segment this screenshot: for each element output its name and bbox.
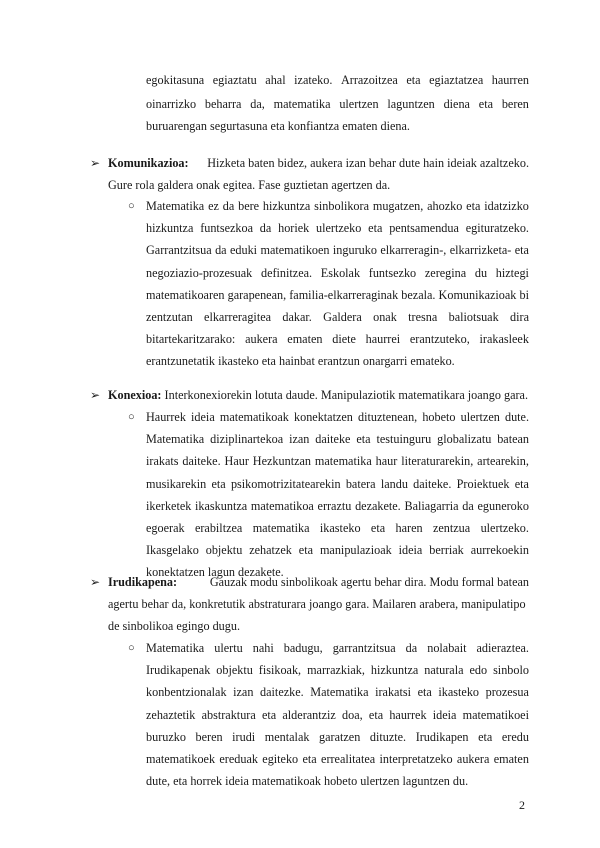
word: ulertzeko. — [480, 521, 529, 535]
word: testuinguru — [376, 432, 432, 447]
word: haur — [375, 454, 398, 469]
word: Matematika — [310, 685, 369, 700]
paragraph-line — [146, 684, 529, 700]
word: ikaskuntza — [195, 498, 248, 513]
word: erantzuteko, — [409, 332, 470, 347]
word: daiteke. — [182, 454, 221, 469]
arrow-bullet-icon: ➢ — [90, 156, 101, 170]
word: marrazkiak, — [307, 663, 365, 678]
word: bitartekaritzarako: — [146, 332, 236, 347]
word: daitezke. — [260, 685, 304, 700]
word: izan — [233, 685, 254, 700]
word: matematikoen — [260, 243, 330, 258]
word: musikarekin — [146, 476, 207, 491]
word: garrantzitsua — [332, 641, 396, 655]
word: diete — [332, 332, 356, 347]
word: ideia — [191, 410, 215, 424]
irudikapena-line-3: de sinbolikoa egingo dugu. — [108, 619, 241, 633]
word: adieraztea. — [476, 641, 529, 655]
paragraph-line — [146, 242, 529, 258]
word: erraztu — [317, 498, 352, 513]
word: Proiektuek — [456, 476, 510, 491]
paragraph-line — [146, 640, 529, 656]
word: du — [474, 265, 488, 280]
word: mentalak — [264, 729, 310, 744]
word: ikerketek — [146, 498, 192, 513]
word: Komunikazioak — [438, 287, 517, 302]
paragraph-line — [146, 707, 529, 723]
word: landu — [380, 476, 408, 491]
word: izateko. — [294, 73, 333, 87]
word: Arrazoitzea — [340, 73, 398, 87]
paragraph-line — [146, 309, 529, 325]
word: eta — [370, 521, 386, 535]
paragraph-line — [146, 662, 529, 678]
paragraph-line — [146, 520, 529, 536]
word: eredu — [501, 729, 529, 744]
word: dituztenean, — [358, 410, 418, 424]
word: globalizatu — [437, 432, 492, 447]
word: dezakete. — [355, 498, 401, 513]
paragraph-line: dute, eta horrek ideia matematikoak hobeto ulertzen laguntzen du. — [146, 774, 469, 789]
word: definitzea. — [260, 265, 313, 280]
word: eta — [478, 97, 494, 111]
word: matematika — [273, 97, 331, 111]
word: beharra — [204, 97, 242, 111]
word: Ikasgelako — [146, 543, 199, 558]
word: familia-elkarreraginak — [289, 287, 399, 302]
word: erabiltzea — [194, 521, 243, 535]
word: bi — [519, 287, 529, 302]
word: Matematika — [146, 199, 205, 213]
word: da — [259, 221, 272, 236]
word: dakar. — [282, 310, 312, 324]
word: eta — [368, 707, 384, 722]
word: mugatzen, — [372, 199, 424, 213]
word: hizkuntza — [370, 663, 419, 678]
word: dute. — [504, 410, 529, 424]
word: elkarreragin-, — [380, 243, 447, 258]
page-number: 2 — [519, 798, 525, 812]
word: bere — [238, 199, 260, 213]
word: eta — [466, 199, 481, 213]
word: eta — [417, 685, 432, 700]
word: berriak — [429, 543, 464, 558]
word: Eskolak — [320, 265, 361, 280]
word: nahi — [252, 641, 274, 655]
word: batera — [345, 476, 376, 491]
komunikazioa-term: Komunikazioa: — [108, 156, 189, 170]
word: ideia — [398, 543, 423, 558]
word: ereduak — [219, 752, 258, 766]
word: psikomotrizitatearekin — [230, 476, 341, 491]
word: da — [462, 498, 474, 513]
word: abstraktura — [201, 707, 256, 722]
word: Garrantzitsua — [146, 243, 212, 258]
word: konbentzionalak — [146, 685, 227, 700]
word: badugu, — [283, 641, 323, 655]
word: ulertzen — [460, 410, 500, 424]
word: ideia — [432, 707, 457, 722]
word: objektu — [205, 543, 243, 558]
word: Irudikapen — [415, 729, 469, 744]
paragraph-line — [146, 453, 529, 469]
word: haren — [395, 521, 423, 535]
word: nolabait — [427, 641, 467, 655]
circle-bullet-icon: ○ — [128, 411, 135, 423]
word: eta — [514, 476, 529, 491]
word: baliotsuak — [448, 310, 499, 324]
word: tresna — [408, 310, 438, 324]
word: zentzua — [432, 521, 471, 535]
paragraph-line — [146, 331, 529, 347]
circle-bullet-icon: ○ — [128, 200, 135, 212]
paragraph-line — [146, 498, 529, 514]
word: da — [215, 243, 227, 258]
konexioa-term: Konexioa: — [108, 388, 162, 402]
word: dituzte. — [369, 729, 407, 744]
arrow-bullet-icon: ➢ — [90, 388, 101, 402]
word: eta — [261, 707, 277, 722]
word: hizkuntza — [262, 199, 311, 213]
word: dira — [510, 310, 529, 324]
paragraph-line — [146, 287, 529, 303]
word: matematikoak — [219, 410, 289, 424]
word: egokitasuna — [146, 73, 205, 87]
paragraph-line — [146, 729, 529, 745]
word: elkarrizketa- — [449, 243, 512, 258]
word: onak — [373, 310, 397, 324]
word: alderantziz — [282, 707, 336, 722]
word: egiteko — [262, 752, 299, 766]
paragraph-line: erantzunetatik ikasteko eta hainbat erantzun onargarri emateko. — [146, 354, 455, 369]
komunikazioa-text: Hizketa baten bidez, aukera izan behar dute hain ideiak azaltzeko. — [207, 156, 529, 170]
word: buruzko — [146, 729, 186, 744]
intro-line-2 — [146, 96, 529, 112]
word: Hezkuntzan — [252, 454, 311, 469]
word: da, — [250, 97, 265, 111]
word: da — [222, 199, 235, 213]
word: haurrek — [389, 707, 427, 722]
paragraph-line — [146, 751, 529, 767]
word: egiaztatzea — [429, 73, 484, 87]
word: idatzizko — [484, 199, 529, 213]
irudikapena-line-1 — [108, 574, 529, 590]
word: negoziazio-prozesuak — [146, 265, 253, 280]
word: hizkuntza — [146, 221, 194, 236]
word: matematikoei — [462, 707, 529, 722]
word: konektatzen — [294, 410, 353, 424]
word: garatzen — [319, 729, 361, 744]
word: laguntzen — [387, 97, 435, 111]
paragraph-line: konektatzen lagun dezakete. — [146, 565, 284, 580]
word: hobeto — [422, 410, 456, 424]
word: fisikoak, — [258, 663, 302, 678]
paragraph-line — [146, 476, 529, 492]
intro-line-3: buruarengan segurtasuna eta konfiantza ematen diena. — [146, 119, 410, 133]
word: Haurrek — [146, 410, 186, 424]
word: inguruko — [332, 243, 377, 258]
word: Irudikapenak — [146, 663, 211, 678]
word: eguneroko — [477, 498, 529, 513]
word: ikasteko — [438, 685, 480, 700]
word: ikasteko — [319, 521, 361, 535]
word: funtsezko — [368, 265, 417, 280]
word: ahal — [265, 73, 286, 87]
word: diziplinartekoa — [210, 432, 284, 447]
word: ez — [208, 199, 219, 213]
word: eta — [298, 543, 314, 558]
paragraph-line — [146, 220, 529, 236]
word: sinbolikora — [314, 199, 369, 213]
komunikazioa-line-1 — [108, 155, 529, 171]
word: batean — [497, 432, 529, 447]
paragraph-line — [146, 265, 529, 281]
word: matematikoa — [250, 498, 314, 513]
word: egiaztatu — [212, 73, 257, 87]
word: aukera — [456, 752, 490, 766]
word: beren — [195, 729, 223, 744]
word: oinarrizko — [146, 97, 197, 111]
word: prozesua — [485, 685, 529, 700]
irudikapena-line-2: agertu behar da, konkretutik abstraturara joango gara. Mailaren arabera, manipulatipo — [108, 597, 526, 611]
word: irudi — [232, 729, 256, 744]
word: eta — [406, 73, 421, 87]
word: eta — [514, 243, 529, 258]
word: eta — [302, 752, 317, 766]
word: aukera — [245, 332, 278, 347]
word: Galdera — [323, 310, 362, 324]
paragraph-line — [146, 542, 529, 558]
word: daiteke. — [413, 476, 452, 491]
word: interpretatzeko — [379, 752, 453, 766]
word: Baliagarria — [404, 498, 459, 513]
word: ulertzeko — [316, 221, 362, 236]
word: da — [405, 641, 418, 655]
word: eduki — [229, 243, 258, 258]
word: eta — [368, 221, 383, 236]
intro-line-1 — [146, 72, 529, 88]
word: irakasleek — [479, 332, 529, 347]
word: naturala — [424, 663, 464, 678]
word: matematikoek — [146, 752, 216, 766]
word: artearekin, — [477, 454, 529, 469]
arrow-bullet-icon: ➢ — [90, 575, 101, 589]
word: beren — [501, 97, 529, 111]
word: matematika — [314, 454, 372, 469]
word: Haur — [224, 454, 249, 469]
word: egoerak — [146, 521, 185, 535]
konexioa-line-1 — [108, 387, 528, 403]
word: izan — [289, 432, 310, 447]
word: horiek — [278, 221, 310, 236]
word: haurren — [491, 73, 529, 87]
word: edo — [469, 663, 488, 678]
word: errealitatea — [321, 752, 376, 766]
word: ahozko — [427, 199, 463, 213]
word: matematikoaren — [146, 287, 225, 302]
paragraph-line — [146, 198, 529, 214]
word: elkarreragitea — [204, 310, 272, 324]
word: ematen — [287, 332, 323, 347]
irudikapena-term: Irudikapena: — [108, 575, 178, 589]
paragraph-line — [146, 431, 529, 447]
word: aurrekoekin — [470, 543, 529, 558]
word: diena — [443, 97, 470, 111]
word: pentsamendua — [389, 221, 459, 236]
word: doa, — [342, 707, 363, 722]
word: eta — [478, 729, 493, 744]
paragraph-line — [146, 409, 529, 425]
word: ulertzen — [339, 97, 379, 111]
irudikapena-text: Gauzak modu sinbolikoak agertu behar dira. Modu formal batean — [209, 575, 529, 589]
word: irakatsi — [375, 685, 411, 700]
word: objektu — [216, 663, 253, 678]
word: sinbolo — [493, 663, 529, 678]
word: Matematika — [146, 432, 205, 447]
word: zeregina — [424, 265, 467, 280]
word: haurrei — [365, 332, 401, 347]
komunikazioa-line-2: Gure rola galdera onak egitea. Fase guztietan agertzen da. — [108, 178, 391, 192]
word: egituratzeko. — [465, 221, 529, 236]
word: irakats — [146, 454, 179, 469]
konexioa-text: Interkonexiorekin lotuta daude. Manipulaziotik matematikara joango gara. — [164, 388, 529, 402]
word: garapenean, — [227, 287, 287, 302]
word: manipulazioak — [319, 543, 392, 558]
word: zentzutan — [146, 310, 193, 324]
word: Matematika — [146, 641, 205, 655]
word: matematika — [252, 521, 310, 535]
circle-bullet-icon: ○ — [128, 642, 135, 654]
word: funtsezkoa — [200, 221, 253, 236]
word: zehatzek — [249, 543, 292, 558]
word: literaturarekin, — [401, 454, 474, 469]
word: bezala. — [401, 287, 436, 302]
word: ulertu — [214, 641, 243, 655]
word: eta — [356, 432, 371, 447]
word: eta — [211, 476, 226, 491]
word: daiteke — [315, 432, 351, 447]
word: ematen — [493, 752, 529, 766]
word: zehaztetik — [146, 707, 196, 722]
word: hiztegi — [495, 265, 529, 280]
